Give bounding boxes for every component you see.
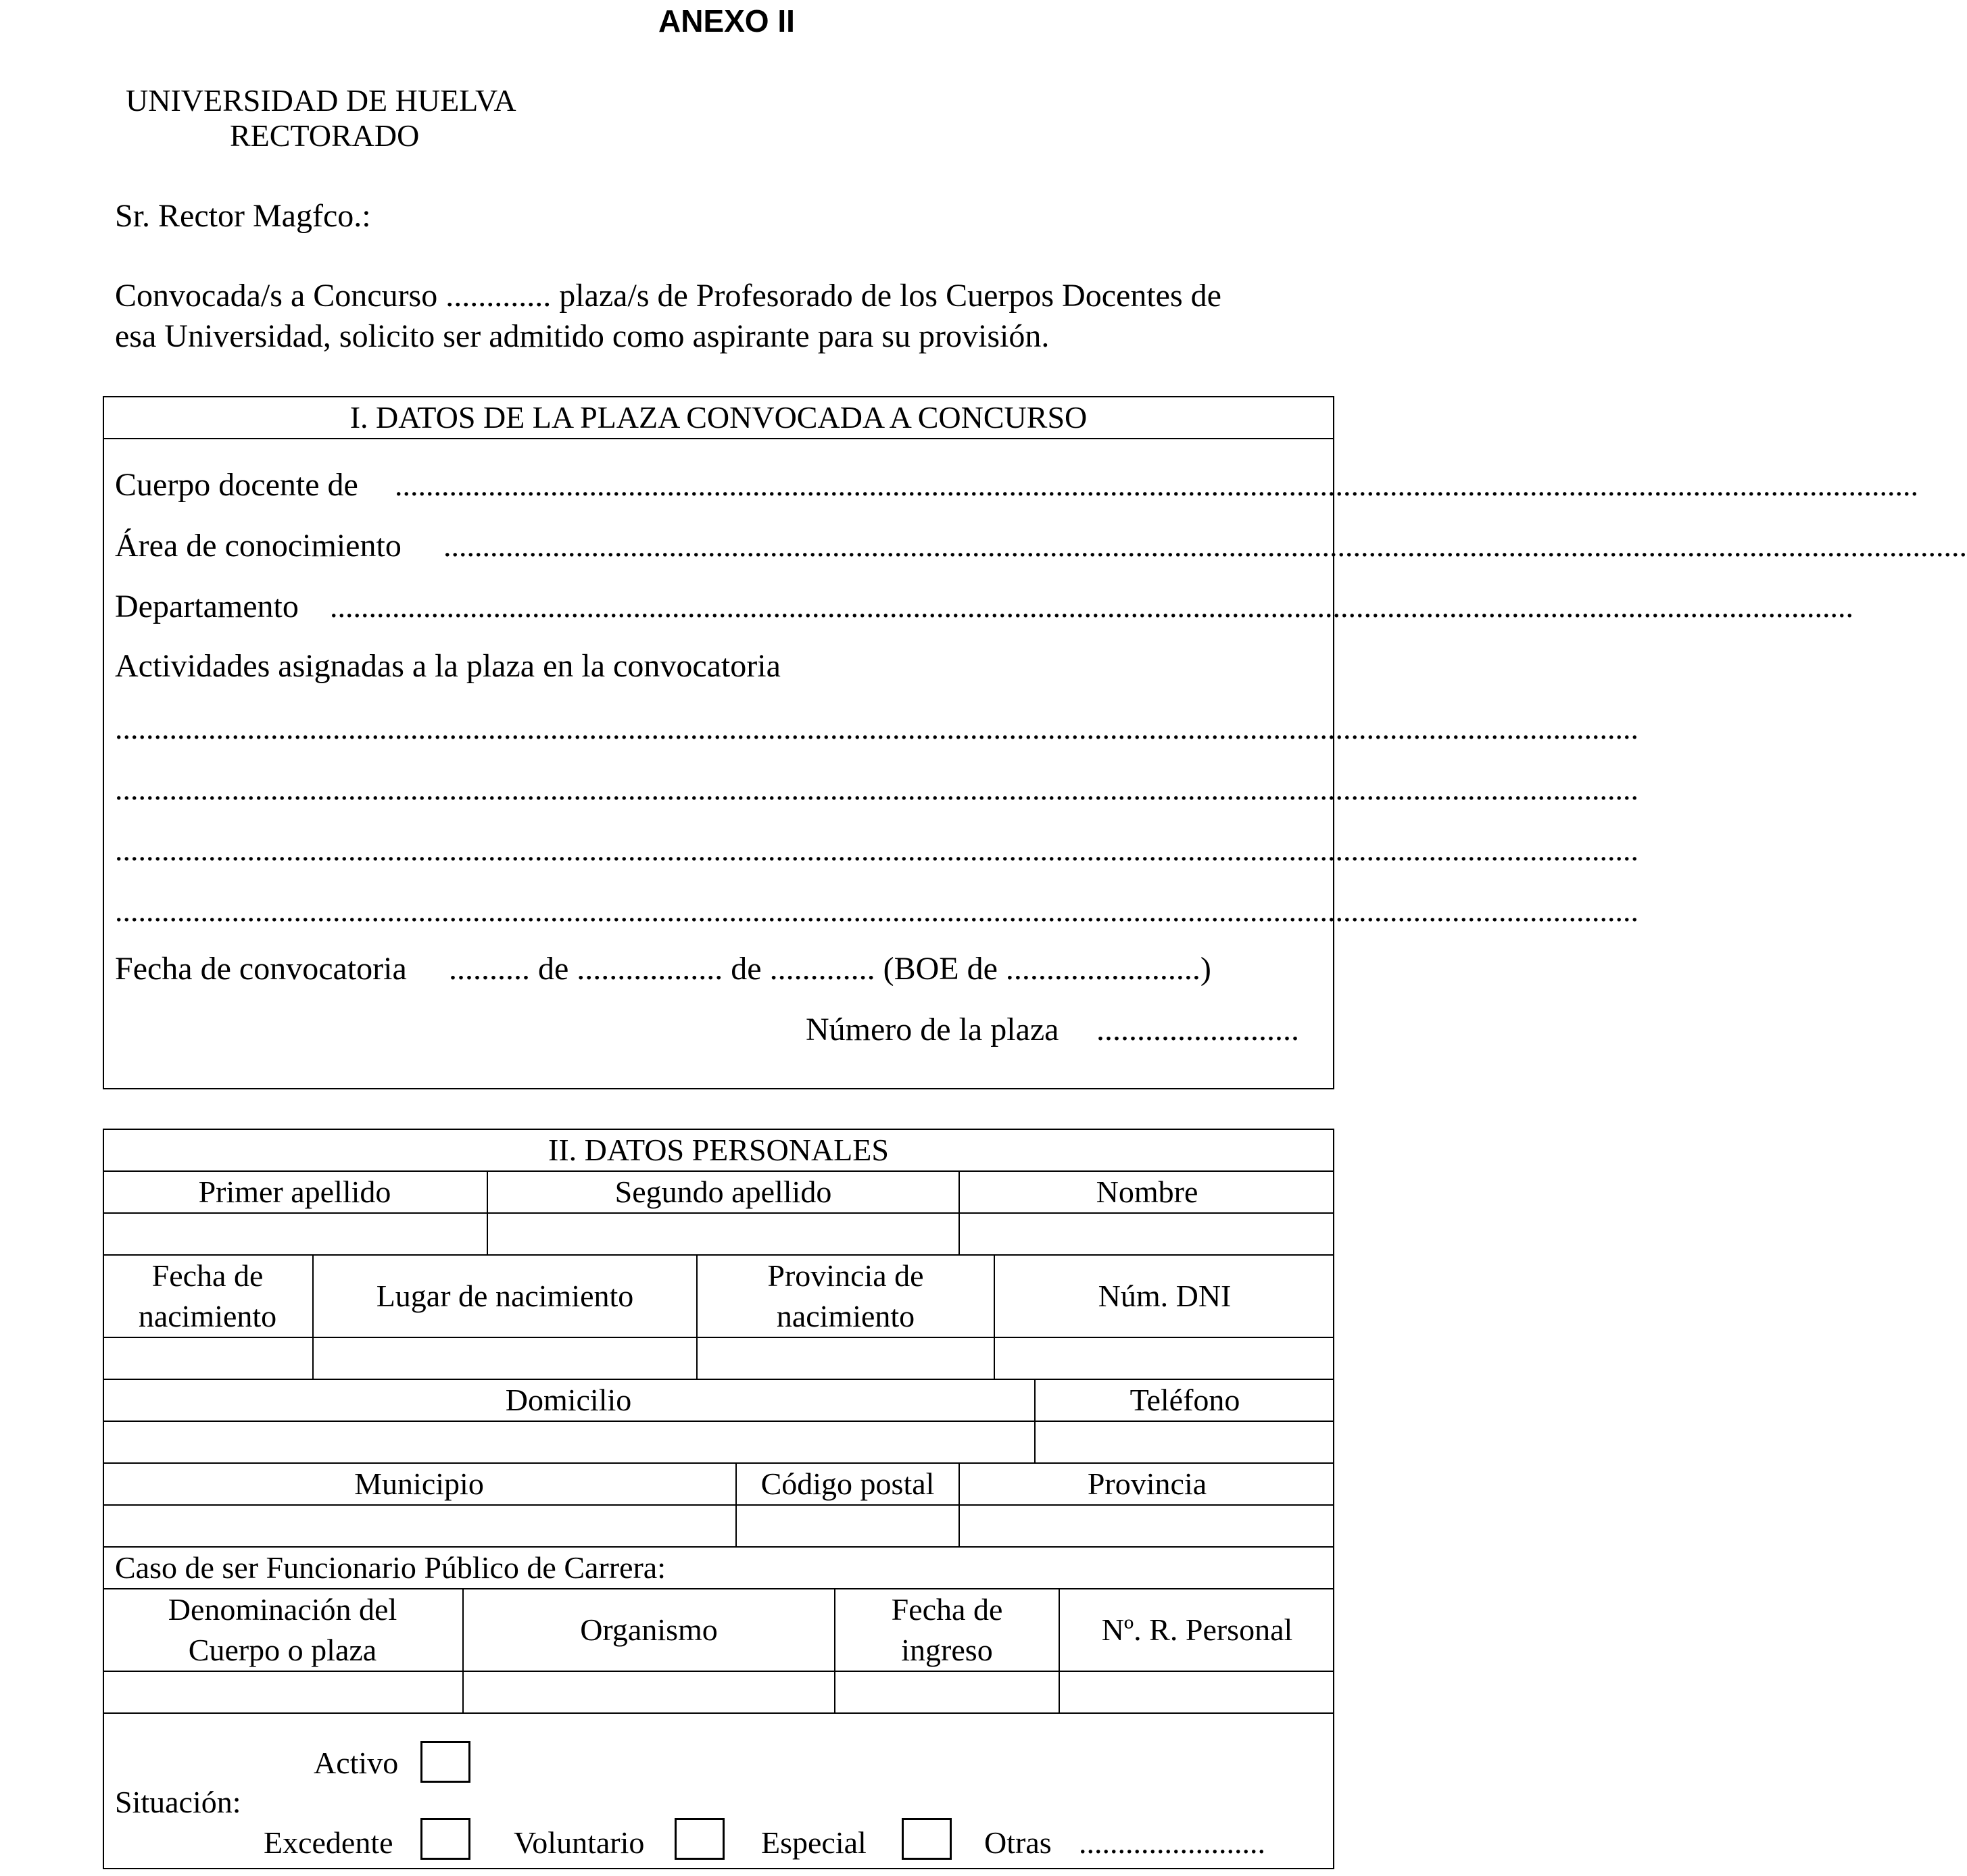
- nombre-header: Nombre: [1096, 1175, 1198, 1209]
- municipio-input[interactable]: [104, 1506, 735, 1546]
- section-plaza-title: I. DATOS DE LA PLAZA CONVOCADA A CONCURSO: [349, 400, 1088, 435]
- actividades-line-2[interactable]: ....................................................................................................................................................................................................: [115, 772, 1638, 806]
- fecha-convocatoria-field[interactable]: .......... de .................. de ............. (BOE de ........................): [449, 951, 1211, 987]
- activo-checkbox[interactable]: [420, 1741, 470, 1783]
- numero-plaza-field[interactable]: .........................: [1096, 1012, 1299, 1047]
- nro-registro-personal-header: Nº. R. Personal: [1101, 1612, 1293, 1647]
- situacion-label: Situación:: [115, 1785, 241, 1819]
- annex-title: ANEXO II: [658, 3, 795, 39]
- organismo-input[interactable]: [464, 1672, 834, 1712]
- denominacion-cuerpo-input[interactable]: [104, 1672, 462, 1712]
- excedente-label: Excedente: [264, 1825, 393, 1860]
- provincia-nacimiento-input[interactable]: [698, 1338, 994, 1379]
- cuerpo-docente-field[interactable]: ....................................................................................................................................................................................................: [395, 468, 1918, 502]
- departamento-label: Departamento: [115, 589, 299, 624]
- office-name: RECTORADO: [230, 118, 420, 153]
- excedente-checkbox[interactable]: [420, 1818, 470, 1860]
- section-plaza-title-divider: [103, 438, 1334, 439]
- nro-registro-personal-input[interactable]: [1060, 1672, 1333, 1712]
- fecha-ingreso-header: Fecha de ingreso: [891, 1592, 1003, 1667]
- university-name: UNIVERSIDAD DE HUELVA: [126, 83, 516, 118]
- area-conocimiento-field[interactable]: ....................................................................................................................................................................................................: [443, 528, 1967, 563]
- actividades-line-4[interactable]: ....................................................................................................................................................................................................: [115, 893, 1638, 928]
- salutation: Sr. Rector Magfco.:: [115, 198, 371, 234]
- primer-apellido-input[interactable]: [104, 1214, 487, 1254]
- domicilio-input[interactable]: [104, 1422, 1034, 1462]
- intro-line-1: Convocada/s a Concurso ............. plaza/s de Profesorado de los Cuerpos Docentes de: [115, 278, 1221, 314]
- municipio-header: Municipio: [354, 1466, 484, 1501]
- codigo-postal-header: Código postal: [760, 1466, 935, 1501]
- activo-label: Activo: [314, 1746, 399, 1780]
- actividades-line-1[interactable]: ....................................................................................................................................................................................................: [115, 711, 1638, 745]
- lugar-nacimiento-header: Lugar de nacimiento: [376, 1279, 634, 1313]
- domicilio-header: Domicilio: [505, 1383, 632, 1417]
- fecha-ingreso-input[interactable]: [835, 1672, 1059, 1712]
- especial-label: Especial: [761, 1825, 867, 1860]
- segundo-apellido-header: Segundo apellido: [614, 1175, 832, 1209]
- actividades-line-3[interactable]: ....................................................................................................................................................................................................: [115, 833, 1638, 867]
- denominacion-cuerpo-header: Denominación del Cuerpo o plaza: [168, 1592, 397, 1667]
- telefono-header: Teléfono: [1130, 1383, 1240, 1417]
- provincia-header: Provincia: [1087, 1466, 1207, 1501]
- numero-plaza-label: Número de la plaza: [806, 1012, 1059, 1047]
- num-dni-header: Núm. DNI: [1098, 1279, 1232, 1313]
- lugar-nacimiento-input[interactable]: [314, 1338, 696, 1379]
- cuerpo-docente-label: Cuerpo docente de: [115, 467, 358, 503]
- otras-field[interactable]: ........................: [1079, 1825, 1265, 1860]
- primer-apellido-header: Primer apellido: [198, 1175, 391, 1209]
- area-conocimiento-label: Área de conocimiento: [115, 528, 402, 564]
- especial-checkbox[interactable]: [902, 1818, 952, 1860]
- otras-label: Otras: [984, 1825, 1052, 1860]
- organismo-header: Organismo: [580, 1612, 718, 1647]
- funcionario-label: Caso de ser Funcionario Público de Carrera:: [115, 1550, 666, 1585]
- section-personal-title: II. DATOS PERSONALES: [548, 1133, 889, 1167]
- segundo-apellido-input[interactable]: [488, 1214, 958, 1254]
- fecha-convocatoria-label: Fecha de convocatoria: [115, 951, 407, 987]
- telefono-input[interactable]: [1036, 1422, 1333, 1462]
- fecha-nacimiento-input[interactable]: [104, 1338, 312, 1379]
- nombre-input[interactable]: [960, 1214, 1333, 1254]
- provincia-nacimiento-header: Provincia de nacimiento: [767, 1258, 924, 1333]
- codigo-postal-input[interactable]: [737, 1506, 958, 1546]
- voluntario-label: Voluntario: [514, 1825, 645, 1860]
- intro-line-2: esa Universidad, solicito ser admitido como aspirante para su provisión.: [115, 318, 1050, 354]
- num-dni-input[interactable]: [995, 1338, 1333, 1379]
- fecha-nacimiento-header: Fecha de nacimiento: [138, 1258, 277, 1333]
- provincia-input[interactable]: [960, 1506, 1333, 1546]
- voluntario-checkbox[interactable]: [675, 1818, 725, 1860]
- actividades-label: Actividades asignadas a la plaza en la convocatoria: [115, 648, 781, 684]
- departamento-field[interactable]: ....................................................................................................................................................................................................: [330, 589, 1853, 624]
- divider: [103, 1712, 1334, 1714]
